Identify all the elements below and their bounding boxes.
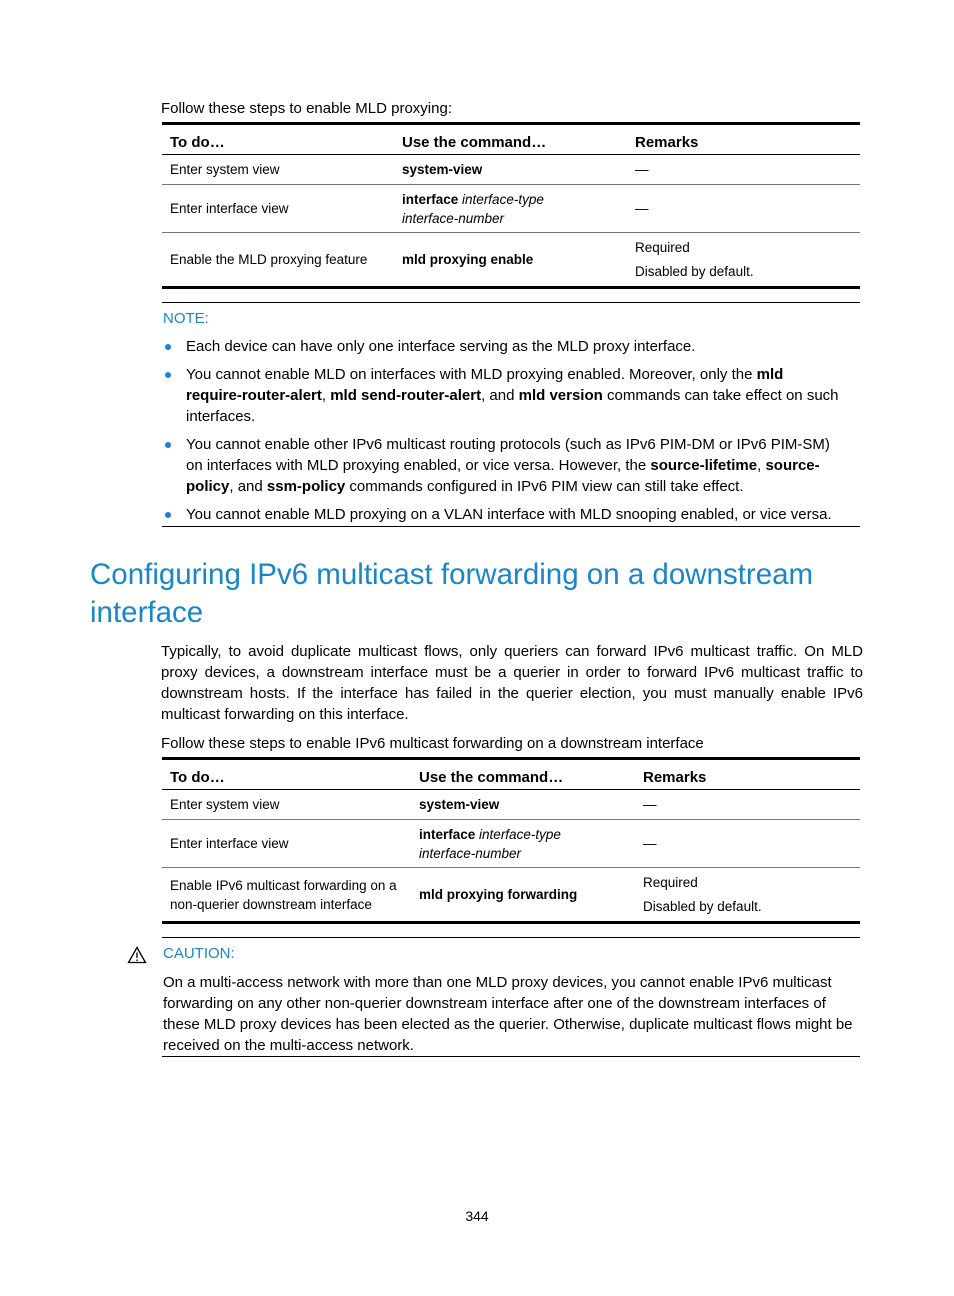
command-argument: interface-number bbox=[402, 210, 505, 226]
remarks-text: Disabled by default. bbox=[643, 898, 762, 914]
command-argument: interface-number bbox=[419, 845, 522, 861]
table-row bbox=[162, 790, 860, 820]
bullet-icon bbox=[165, 344, 171, 350]
command-cell bbox=[394, 155, 627, 185]
command-keyword: system-view bbox=[402, 162, 483, 177]
note-text-run: You cannot enable MLD on interfaces with MLD proxying enabled. Moreover, only the bbox=[186, 366, 757, 383]
note-text-run: , and bbox=[229, 478, 267, 495]
remarks-text: — bbox=[643, 836, 657, 851]
bullet-icon bbox=[165, 372, 171, 378]
todo-cell: Enter interface view bbox=[162, 820, 411, 868]
note-item-text bbox=[186, 506, 832, 523]
command-keyword: mld version bbox=[518, 387, 603, 404]
note-text-run: , bbox=[321, 387, 331, 404]
table-row bbox=[162, 868, 860, 923]
col-header-remarks: Remarks bbox=[635, 759, 860, 790]
note-text-run: You cannot enable MLD proxying on a VLAN interface with MLD snooping enabled, or vice versa. bbox=[186, 506, 832, 523]
note-text-run: , bbox=[757, 457, 766, 474]
page-number: 344 bbox=[465, 1208, 489, 1224]
command-cell bbox=[411, 820, 635, 868]
command-keyword: mld proxying enable bbox=[402, 252, 534, 267]
col-header-command: Use the command… bbox=[411, 759, 635, 790]
note-text-run: commands configured in IPv6 PIM view can still take effect. bbox=[345, 478, 744, 495]
command-cell bbox=[411, 868, 635, 923]
remarks-text: Required bbox=[643, 874, 698, 890]
command-argument: interface-type bbox=[479, 826, 561, 842]
note-item-text bbox=[186, 366, 839, 425]
command-keyword: source-policy bbox=[186, 457, 820, 495]
command-keyword: mld send-router-alert bbox=[330, 387, 482, 404]
command-argument: interface-type bbox=[462, 191, 544, 207]
caution-bottom-rule bbox=[162, 1056, 860, 1057]
remarks-text: — bbox=[643, 797, 657, 812]
caution-text: On a multi-access network with more than one MLD proxy devices, you cannot enable IPv6 multicast forwarding on any other non-querier downstream interface after one of the downstream interfaces of these MLD proxy devices has been elected as the querier. Otherwise, duplicate multicast flows might be received on the multi-access network. bbox=[163, 974, 853, 1054]
note-list bbox=[162, 336, 842, 532]
note-text-run: You cannot enable other IPv6 multicast routing protocols (such as IPv6 PIM-DM or IPv6 PIM-SM) on interfaces with MLD proxying enabled, or vice versa. However, the bbox=[186, 436, 830, 474]
mld-proxying-table bbox=[162, 122, 860, 289]
remarks-text: Disabled by default. bbox=[635, 263, 754, 279]
todo-cell bbox=[162, 868, 411, 923]
col-header-todo: To do… bbox=[162, 124, 394, 155]
bullet-icon bbox=[165, 512, 171, 518]
note-text-run: , and bbox=[481, 387, 519, 404]
note-item bbox=[162, 336, 842, 357]
command-cell bbox=[394, 185, 627, 233]
note-item bbox=[162, 364, 842, 427]
remarks-cell bbox=[635, 790, 860, 820]
remarks-cell bbox=[627, 185, 860, 233]
caution-label: CAUTION: bbox=[163, 945, 235, 962]
note-item-text bbox=[186, 338, 695, 355]
table2-intro: Follow these steps to enable IPv6 multicast forwarding on a downstream interface bbox=[161, 735, 704, 752]
remarks-cell bbox=[635, 820, 860, 868]
command-cell bbox=[411, 790, 635, 820]
todo-text: Enable IPv6 multicast forwarding on a non-querier downstream interface bbox=[170, 877, 397, 912]
note-item bbox=[162, 434, 842, 497]
col-header-command: Use the command… bbox=[394, 124, 627, 155]
table-row bbox=[162, 155, 860, 185]
col-header-todo: To do… bbox=[162, 759, 411, 790]
note-item bbox=[162, 504, 842, 525]
command-keyword: ssm-policy bbox=[266, 478, 346, 495]
note-item-text bbox=[186, 436, 830, 495]
command-keyword: interface bbox=[402, 191, 459, 207]
multicast-forwarding-table bbox=[162, 757, 860, 924]
todo-cell: Enter system view bbox=[162, 155, 394, 185]
note-bottom-rule bbox=[162, 526, 860, 527]
command-keyword: mld proxying forwarding bbox=[419, 887, 578, 902]
command-keyword: source-lifetime bbox=[650, 457, 758, 474]
note-text-run: commands can take effect on such interfaces. bbox=[186, 387, 839, 425]
todo-cell: Enter interface view bbox=[162, 185, 394, 233]
command-keyword: mld require-router-alert bbox=[186, 366, 784, 404]
col-header-remarks: Remarks bbox=[627, 124, 860, 155]
command-keyword: system-view bbox=[419, 797, 500, 812]
remarks-text: — bbox=[635, 201, 649, 216]
bullet-icon bbox=[165, 442, 171, 448]
caution-top-rule bbox=[162, 937, 860, 938]
remarks-text: Required bbox=[635, 239, 690, 255]
note-label: NOTE: bbox=[163, 310, 209, 327]
table-row bbox=[162, 820, 860, 868]
note-top-rule bbox=[162, 302, 860, 303]
section-heading: Configuring IPv6 multicast forwarding on a downstream interface bbox=[90, 558, 814, 629]
command-keyword: interface bbox=[419, 826, 476, 842]
section-paragraph: Typically, to avoid duplicate multicast flows, only queriers can forward IPv6 multicast traffic. On MLD proxy devices, a downstream interface must be a querier in order to forward IPv6 multicast traffic to downstream hosts. If the interface has failed in the querier election, you must manually enable IPv6 multicast forwarding on this interface. bbox=[161, 643, 863, 723]
remarks-cell bbox=[635, 868, 860, 923]
warning-triangle-icon bbox=[127, 946, 147, 964]
table-row bbox=[162, 233, 860, 288]
remarks-cell bbox=[627, 233, 860, 288]
remarks-cell bbox=[627, 155, 860, 185]
table1-intro: Follow these steps to enable MLD proxying: bbox=[161, 100, 452, 117]
command-cell bbox=[394, 233, 627, 288]
remarks-text: — bbox=[635, 162, 649, 177]
todo-cell: Enable the MLD proxying feature bbox=[162, 233, 394, 288]
table-row bbox=[162, 185, 860, 233]
note-text-run: Each device can have only one interface serving as the MLD proxy interface. bbox=[186, 338, 696, 355]
todo-cell: Enter system view bbox=[162, 790, 411, 820]
